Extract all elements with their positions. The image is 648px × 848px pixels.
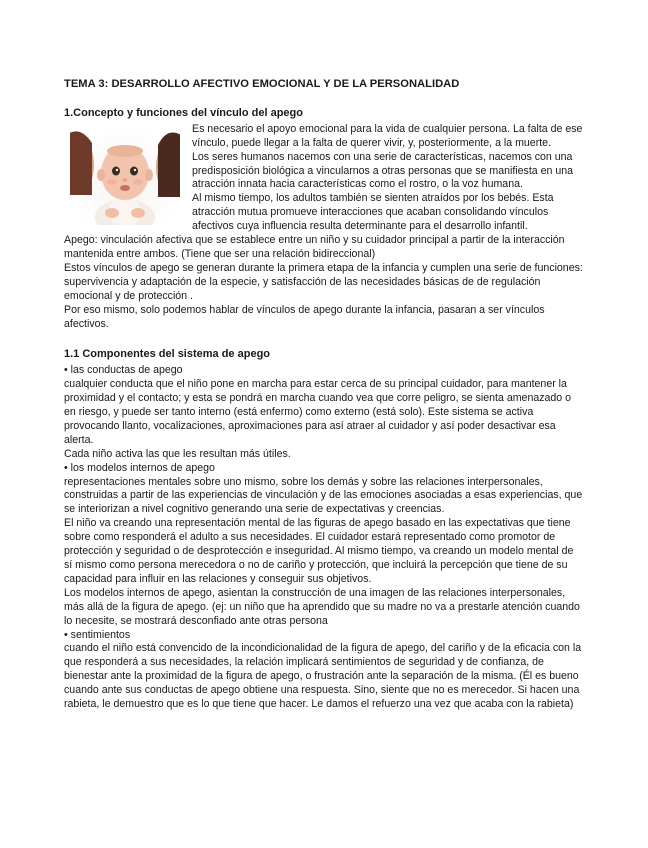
paragraph: Los seres humanos nacemos con una serie de características, nacemos con una predisposición biológica a vincularnos a otras personas que se manifiesta en una atracción innata hacia características como el rostro, o la voz humana. [192,150,574,191]
paragraph: Cada niño activa las que les resultan más útiles. [64,447,291,460]
paragraph: Los modelos internos de apego, asientan la construcción de una imagen de las relaciones interpersonales, más allá de la figura de apego. (ej: un niño que ha aprendido que su madre no va a prestarle atención cuando lo necesite, se mostrará desconfiado ante otras persona [64,586,580,627]
paragraph: representaciones mentales sobre uno mismo, sobre los demás y sobre las relaciones interpersonales, construidas a partir de las experiencias de vinculación y de las emociones asociadas a esas experiencias, que se interiorizan a nivel cognitivo generando una serie de expectativas y creencias. [64,475,583,516]
baby-photo [70,125,180,225]
document-page [64,78,584,712]
document-title: TEMA 3: DESARROLLO AFECTIVO EMOCIONAL Y DE LA PERSONALIDAD [64,78,460,90]
bullet-conductas: • las conductas de apego [64,364,183,377]
bullet-modelos: • los modelos internos de apego [64,461,215,474]
paragraph: cualquier conducta que el niño pone en marcha para estar cerca de su principal cuidador, para mantener la proximidad y el contacto; y esta se pondrá en marcha cuando vea que corre peligro, se sienta amenazado o en riesgo, y puede ser tanto interno (está enfermo) como externo (está solo). Este sistema se activa provocando llanto, vocalizaciones, aproximaciones para así atraer al cuidador y así poder desactivar esa alerta. [64,378,572,446]
section-heading-concepto: 1.Concepto y funciones del vínculo del apego [64,106,303,119]
bullet-sentimientos: • sentimientos [64,628,131,641]
paragraph: Es necesario el apoyo emocional para la vida de cualquier persona. La falta de ese vínculo, puede llegar a la falta de querer vivir, y, posteriormente, a la muerte. [192,122,583,149]
section-heading-componentes: 1.1 Componentes del sistema de apego [64,348,271,361]
baby-photo-illustration [70,125,180,225]
paragraph: cuando el niño está convencido de la incondicionalidad de la figura de apego, del cariño y de la eficacia con la que responderá a sus necesidades, la relación implicará sentimientos de seguridad y de confianza, de bienestar ante la proximidad de la figura de apego, o frustración ante la separación de la misma. (Él es bueno cuando ante sus conductas de apego obtiene una respuesta. Sino, siente que no es merecedor. Si hacen una rabieta, le demuestro que es lo que tiene que hacer. Le damos el refuerzo una vez que acaba con la rabieta) [64,642,582,711]
paragraph: El niño va creando una representación mental de las figuras de apego basado en las expectativas que tiene sobre como responderá el adulto a sus necesidades. El cuidador estará representado como promotor de protección y seguridad o de desprotección e inseguridad. Al mismo tiempo, va creando un modelo mental de sí mismo como persona merecedora o no de cariño y protección, que incluirá la percepción que tiene de su capacidad para influir en las relaciones y conseguir sus objetivos. [64,517,574,585]
paragraph: Por eso mismo, solo podemos hablar de vínculos de apego durante la infancia, pasaran a ser vínculos afectivos. [64,303,545,330]
paragraph: Estos vínculos de apego se generan durante la primera etapa de la infancia y cumplen una serie de funciones: supervivencia y adaptación de la especie, y satisfacción de las necesidades básicas de de regulación emocional y de protección . [64,261,583,302]
paragraph: Al mismo tiempo, los adultos también se sienten atraídos por los bebés. Esta atracción mutua promueve interacciones que acaban consolidando vínculos afectivos cuya influencia resulta determinante para el desarrollo infantil. [192,192,554,233]
paragraph: Apego: vinculación afectiva que se establece entre un niño y su cuidador principal a partir de la interacción mantenida entre ambos. (Tiene que ser una relación bidireccional) [64,234,565,260]
